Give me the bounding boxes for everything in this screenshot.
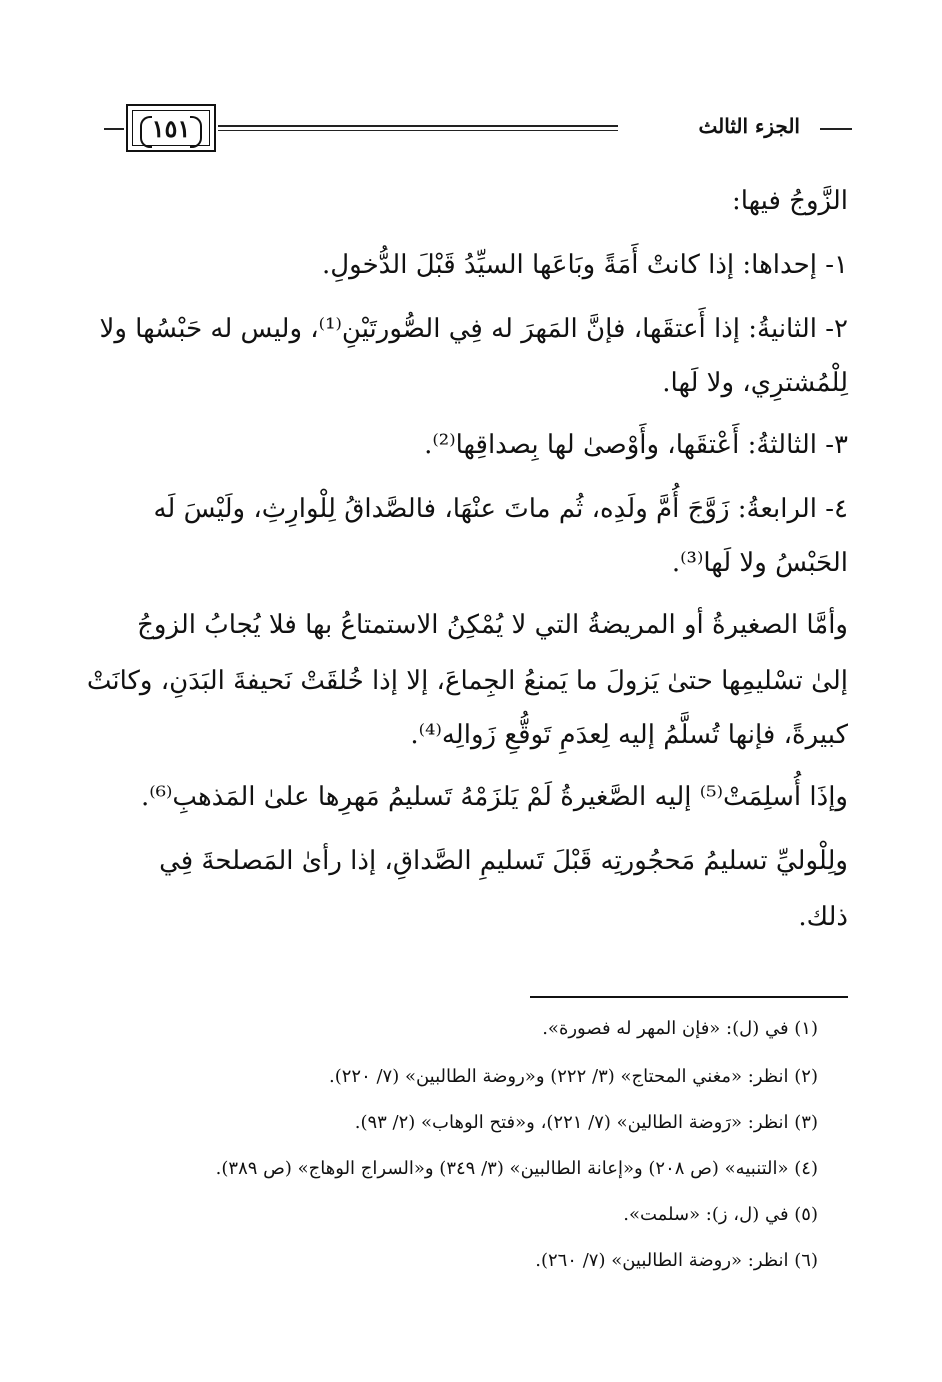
paragraph-3-line-1: ولِلْوليِّ تسليمُ مَحجُورتِه قَبْلَ تَسليمِ الصَّداقِ، إذا رأىٰ المَصلحةَ فِي <box>159 846 848 876</box>
header-rule-left <box>104 128 124 130</box>
header-rule-middle-top <box>218 125 618 127</box>
item-4-line-2: الحَبْسُ ولا لَها⁽³⁾. <box>671 548 848 578</box>
footnote-3: (٣) انظر: «رَوضة الطالين» (٧/ ٢٢١)، و«فتح الوهاب» (٢/ ٩٣). <box>354 1112 818 1133</box>
footnote-5: (٥) في (ل، ز): «سلمت». <box>623 1204 818 1225</box>
footnote-1: (١) في (ل): «فإن المهر له فصورة». <box>542 1018 818 1039</box>
page-number-frame <box>126 104 216 152</box>
item-2-line-1: ٢- الثانيةُ: إذا أَعتقَها، فإنَّ المَهرَ له فِي الصُّورتَيْنِ⁽¹⁾، وليس له حَبْسُها ولا <box>99 314 848 344</box>
footnote-6: (٦) انظر: «روضة الطالبين» (٧/ ٢٦٠). <box>535 1250 818 1271</box>
header-rule-middle-bottom <box>218 130 618 131</box>
paragraph-1-line-1: وأمَّا الصغيرةُ أو المريضةُ التي لا يُمْكِنُ الاستمتاعُ بها فلا يُجابُ الزوجُ <box>137 610 848 640</box>
paragraph-2: وإذَا أُسلِمَتْ⁽⁵⁾ إليه الصَّغيرةُ لَمْ يَلزَمْهُ تَسليمُ مَهرِها علىٰ المَذهبِ⁽⁶⁾. <box>140 782 848 812</box>
header-rule-right <box>820 128 852 130</box>
item-4-line-1: ٤- الرابعةُ: زَوَّجَ أُمَّ ولَدِه، ثُم ماتَ عنْهَا، فالصَّداقُ لِلْوارِثِ، ولَيْسَ لَه <box>153 494 848 524</box>
footnote-2: (٢) انظر: «مغني المحتاج» (٣/ ٢٢٢) و«روضة الطالبين» (٧/ ٢٢٠). <box>328 1066 818 1087</box>
intro-line: الزَّوجُ فيها: <box>731 186 848 216</box>
part-title: الجزء الثالث <box>698 114 800 138</box>
page-header <box>104 98 852 158</box>
paragraph-1-line-3: كبيرةً، فإنها تُسلَّمُ إليه لِعدَمِ تَوقُّعِ زَوالِه⁽⁴⁾. <box>410 720 848 750</box>
item-2-line-2: لِلْمُشترِي، ولا لَها. <box>662 368 848 398</box>
paragraph-1-line-2: إلىٰ تسْليمِها حتىٰ يَزولَ ما يَمنعُ الجِماعَ، إلا إذا خُلقَتْ نَحيفةَ البَدَنِ، وكانَتْ <box>86 666 848 696</box>
item-1: ١- إحداها: إذا كانتْ أَمَةً وبَاعَها السيِّدُ قَبْلَ الدُّخولِ. <box>322 250 848 280</box>
item-3: ٣- الثالثةُ: أَعْتقَها، وأَوْصىٰ لها بِصداقِها⁽²⁾. <box>424 430 848 460</box>
paragraph-3-line-2: ذلك. <box>798 902 848 932</box>
page-number: ١٥١ <box>151 114 191 143</box>
footnote-4: (٤) «التنبيه» (ص ٢٠٨) و«إعانة الطالبين» (٣/ ٣٤٩) و«السراج الوهاج» (ص ٣٨٩). <box>215 1158 818 1179</box>
footnote-separator <box>530 996 848 998</box>
